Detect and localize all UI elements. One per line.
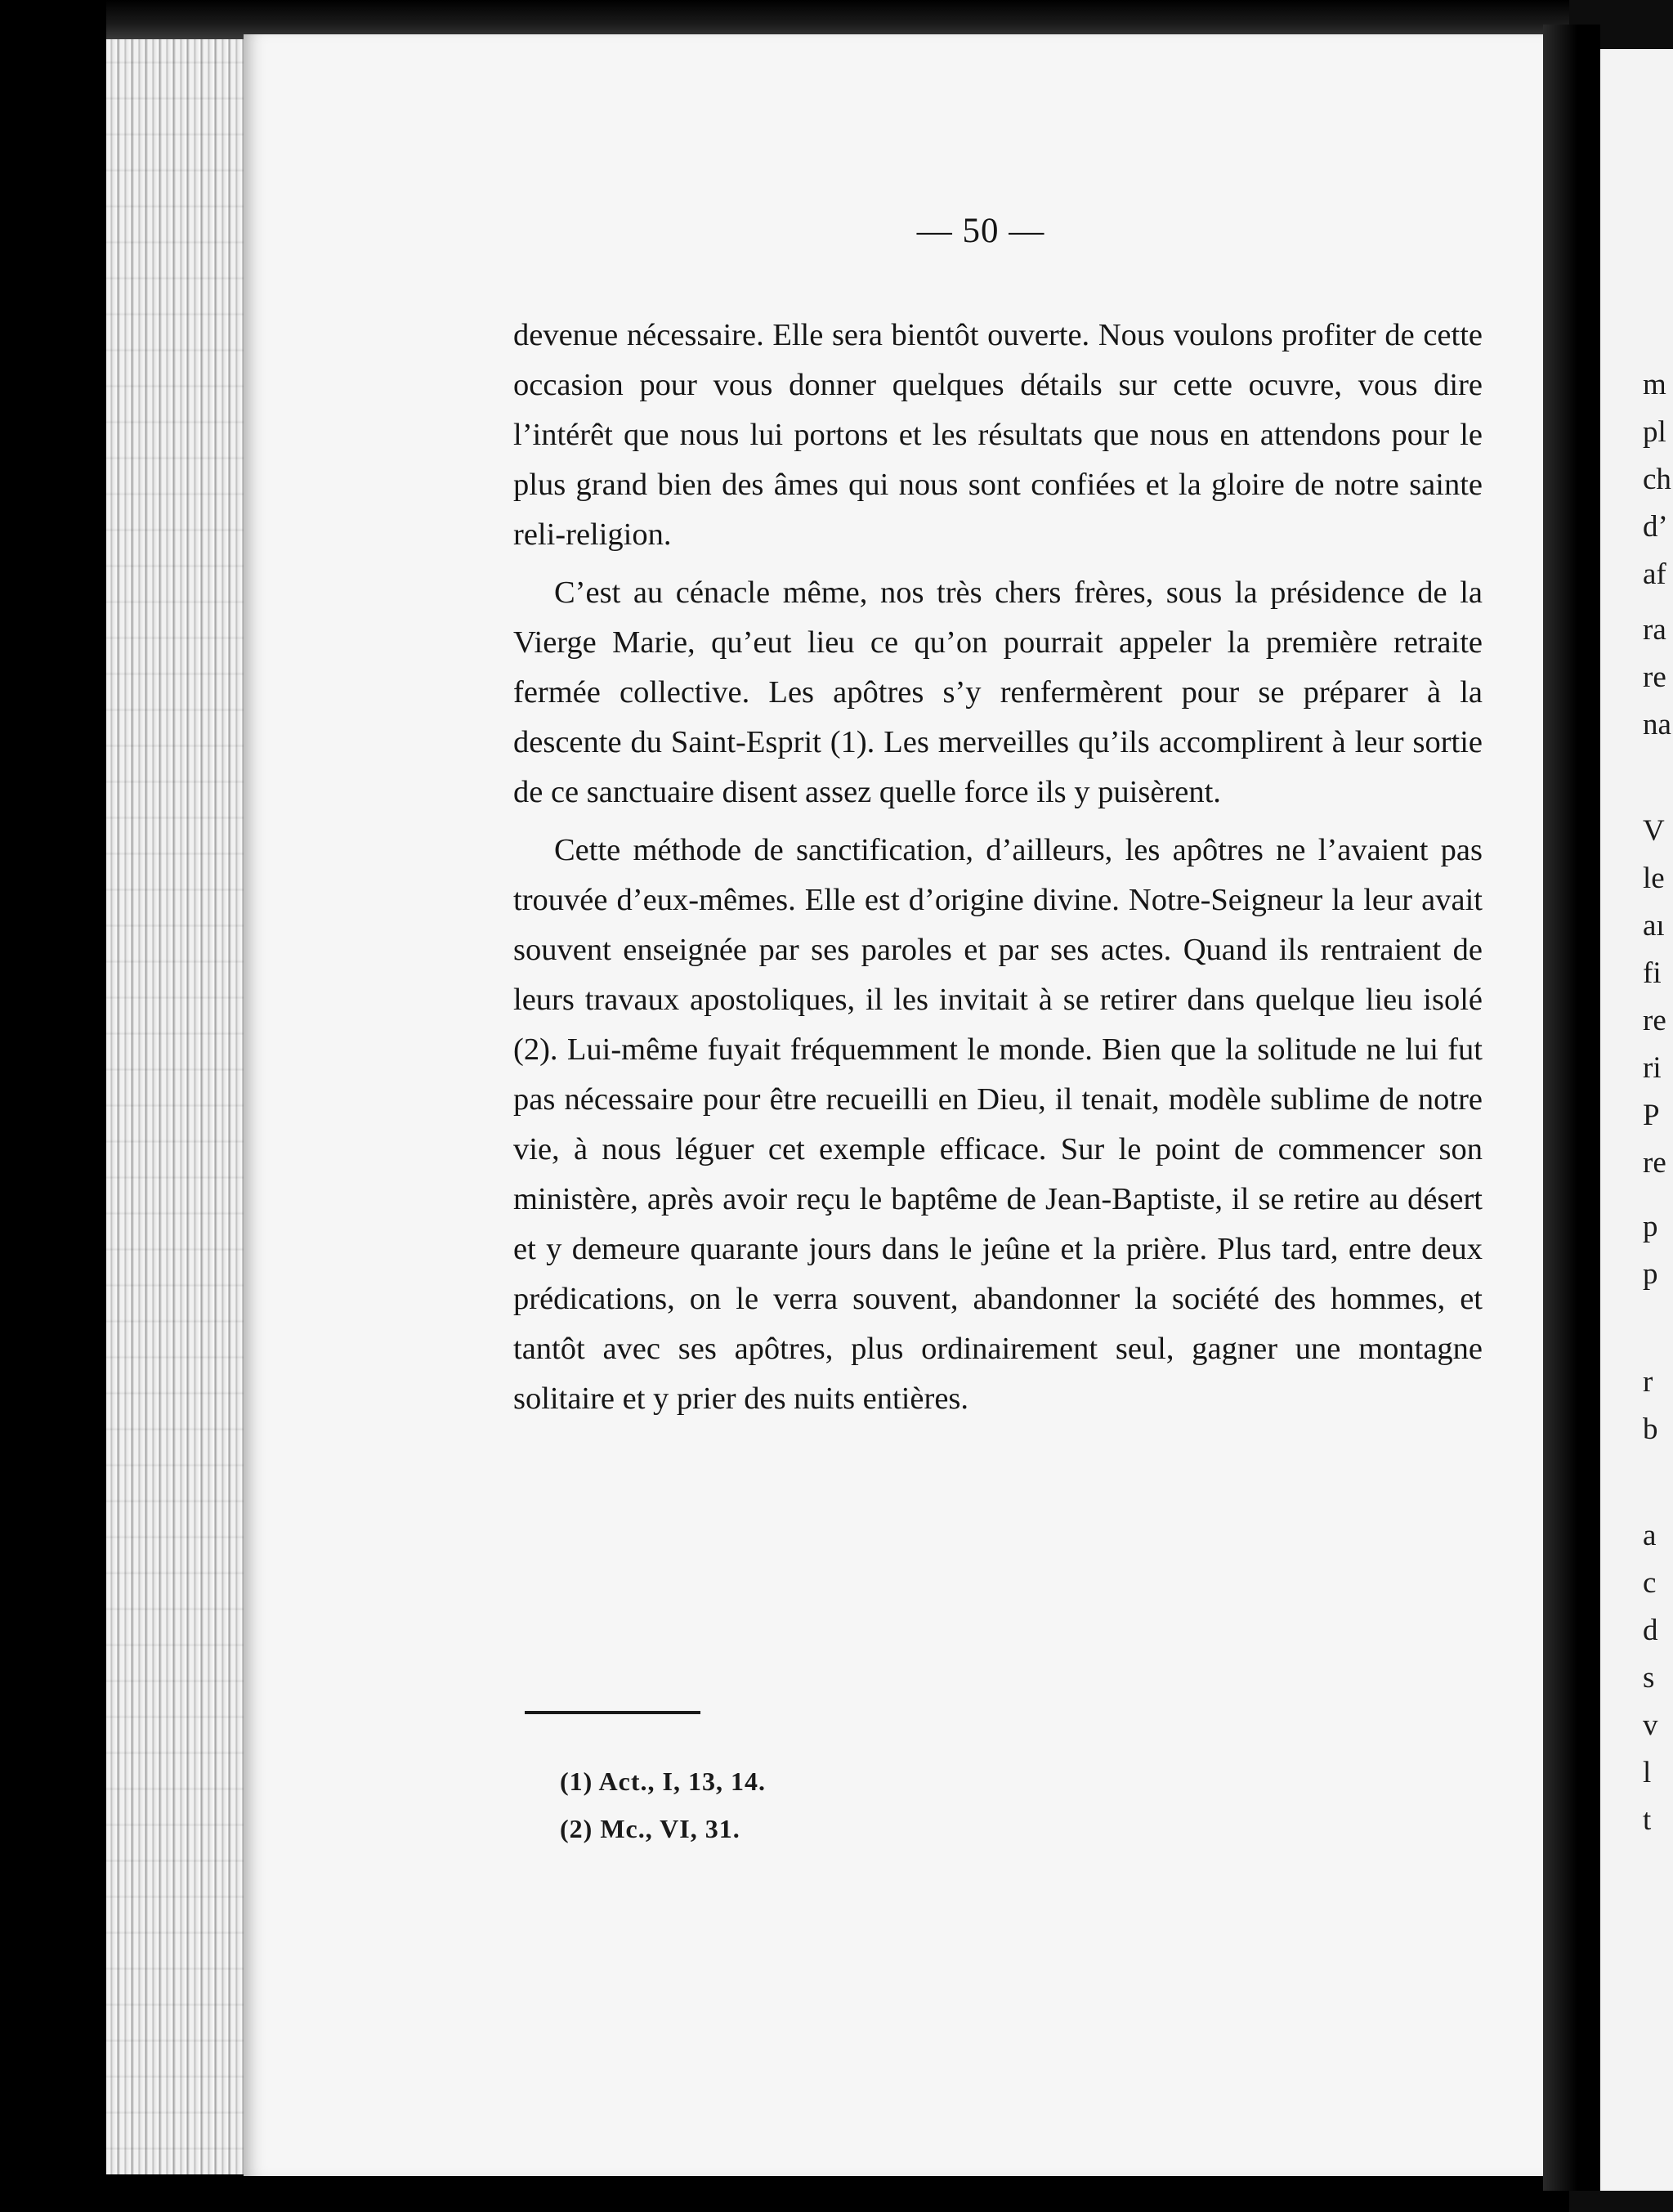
facing-page-fragment: re	[1643, 660, 1666, 694]
facing-page-fragment: s	[1643, 1661, 1655, 1695]
facing-page-fragment: a	[1643, 1519, 1657, 1552]
facing-page-fragment: na	[1643, 708, 1671, 741]
facing-page-fragment: af	[1643, 557, 1666, 591]
facing-page-fragment: P	[1643, 1099, 1660, 1132]
footnote-2: (2) Mc., VI, 31.	[560, 1814, 740, 1843]
scan-top-border	[106, 0, 1569, 39]
facing-page-fragment: d	[1643, 1614, 1658, 1647]
facing-page-fragment: ch	[1643, 463, 1671, 496]
facing-page-fragment: l	[1643, 1756, 1652, 1789]
facing-page-fragment: aı	[1643, 909, 1665, 943]
facing-page-fragment: d’	[1643, 510, 1668, 544]
facing-page-fragment: r	[1643, 1365, 1653, 1399]
footnote-rule	[525, 1711, 700, 1714]
facing-page-fragment: fi	[1643, 956, 1662, 990]
facing-page-fragment: ri	[1643, 1051, 1662, 1085]
paragraph-2: C’est au cénacle même, nos très chers frères, sous la présidence de la Vierge Marie, qu’eut lieu ce qu’on pourrait appeler la première retraite fermée collective. Les apôtres s’y renfermèrent pour se préparer à la descente du Saint-Esprit (1). Les merveilles qu’ils accomplirent à leur sortie de ce sanctuaire disent assez quelle force ils y puisèrent.	[513, 575, 1483, 809]
book-gutter	[1543, 25, 1600, 2191]
footnote-1: (1) Act., I, 13, 14.	[560, 1766, 766, 1796]
facing-page-fragment: p	[1643, 1257, 1658, 1291]
facing-page-fragment: re	[1643, 1146, 1666, 1180]
facing-page-fragment: le	[1643, 862, 1665, 895]
facing-page-fragment: p	[1643, 1210, 1658, 1243]
facing-page-fragment: b	[1643, 1413, 1658, 1446]
facing-page-fragment: v	[1643, 1708, 1658, 1742]
scan-left-border	[0, 0, 106, 2212]
facing-page-fragment: c	[1643, 1566, 1657, 1600]
page-body	[513, 311, 1483, 1432]
paragraph-1: devenue nécessaire. Elle sera bientôt ouverte. Nous voulons profiter de cette occasion pour vous donner quelques détails sur cette ocuvre, vous dire l’intérêt que nous lui portons et les résultats que nous en attendons pour le plus grand bien des âmes qui nous sont confiées et la gloire de notre sainte reli-religion.	[513, 318, 1483, 552]
facing-page-fragment: re	[1643, 1004, 1666, 1037]
facing-page	[1600, 49, 1673, 2191]
scan-bottom-border	[106, 2174, 1569, 2212]
paragraph-3: Cette méthode de sanctification, d’ailleurs, les apôtres ne l’avaient pas trouvée d’eux-mêmes. Elle est d’origine divine. Notre-Seigneur la leur avait souvent enseignée par ses paroles et par ses actes. Quand ils rentraient de leurs travaux apostoliques, il les invitait à se retirer dans quelque lieu isolé (2). Lui-même fuyait fréquemment le monde. Bien que la solitude ne lui fut pas nécessaire pour être recueilli en Dieu, il tenait, modèle sublime de notre vie, à nous léguer cet exemple efficace. Sur le point de commencer son ministère, après avoir reçu le baptême de Jean-Baptiste, il se retire au désert et y demeure quarante jours dans le jeûne et la prière. Plus tard, entre deux prédications, on le verra souvent, abandonner la société des hommes, et tantôt avec ses apôtres, plus ordinairement seul, gagner une montagne solitaire et y prier des nuits entières.	[513, 833, 1483, 1416]
page-number: — 50 —	[916, 212, 1045, 250]
facing-page-fragment: m	[1643, 368, 1666, 401]
facing-page-fragment: t	[1643, 1803, 1652, 1837]
footnotes	[560, 1758, 766, 1852]
facing-page-fragment: V	[1643, 814, 1665, 848]
facing-page-fragment: ra	[1643, 613, 1666, 647]
stacked-page-edges	[106, 33, 245, 2183]
facing-page-fragment: pl	[1643, 415, 1666, 449]
